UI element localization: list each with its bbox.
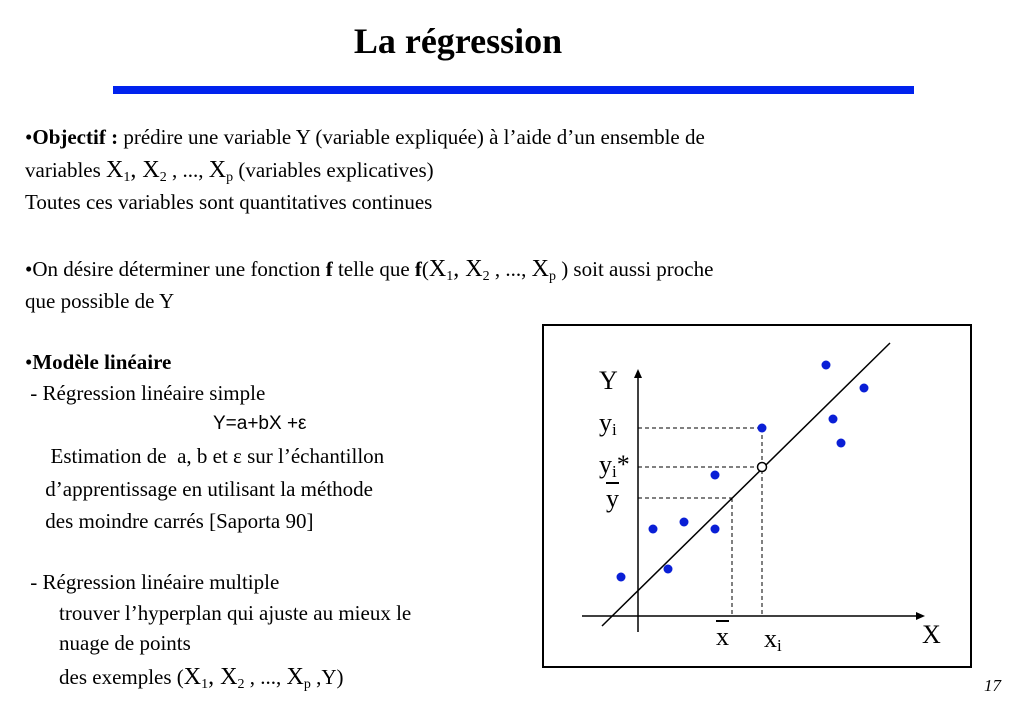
var-x2: X — [142, 157, 160, 183]
predicted-point — [758, 463, 767, 472]
objective-line-1 — [25, 124, 705, 150]
data-point — [829, 415, 838, 424]
var-x2: X — [465, 256, 483, 282]
data-point — [680, 518, 689, 527]
explicatives-text: (variables explicatives) — [233, 158, 434, 182]
sub-2: 2 — [482, 269, 490, 284]
goal-line-2: que possible de Y — [25, 289, 175, 313]
multiple-line-2: nuage de points — [59, 631, 191, 655]
paren: ( — [421, 257, 429, 281]
bullet: • — [25, 350, 33, 374]
data-point — [758, 424, 767, 433]
slide-title: La régression — [353, 21, 563, 61]
sub-1: 1 — [446, 269, 454, 284]
goal-text-3: ) soit aussi proche — [555, 257, 714, 281]
data-point — [837, 439, 846, 448]
sub-1: 1 — [201, 677, 209, 692]
bullet: • — [25, 257, 33, 281]
objective-label: Objectif : — [32, 125, 119, 149]
var-x2: X — [220, 664, 238, 690]
bullet: • — [25, 125, 33, 149]
model-label: Modèle linéaire — [32, 350, 172, 374]
page-number: 17 — [984, 676, 1001, 695]
goal-text-2: telle que — [332, 257, 415, 281]
ybar-label: $\overline{y}$ — [606, 484, 619, 513]
goal-line-1 — [25, 256, 713, 282]
var-x1: X — [428, 256, 447, 282]
multiple-line-1: trouver l’hyperplan qui ajuste au mieux le — [59, 601, 412, 625]
comma: , — [453, 256, 466, 282]
var-xp: X — [286, 664, 304, 690]
sub-2: 2 — [237, 677, 245, 692]
equation: Y=a+bX +ε — [213, 413, 307, 434]
estimation-line-3: des moindre carrés [Saporta 90] — [40, 509, 314, 533]
x-axis-arrow — [916, 612, 925, 620]
xi-subscript: i — [777, 636, 782, 655]
sub-p: p — [303, 677, 311, 692]
regression-line — [602, 343, 890, 626]
function-f-2: f — [414, 257, 422, 281]
data-point — [711, 525, 720, 534]
data-point — [649, 525, 658, 534]
data-point — [860, 384, 869, 393]
ellipsis: , ..., — [489, 257, 532, 281]
data-point — [664, 565, 673, 574]
title-underline — [113, 86, 914, 94]
data-point — [822, 361, 831, 370]
data-point — [617, 573, 626, 582]
var-xp: X — [208, 157, 227, 183]
data-point — [711, 471, 720, 480]
objective-line-3: Toutes ces variables sont quantitatives continues — [25, 190, 433, 214]
objective-text: prédire une variable Y (variable expliquée) à l’aide d’un ensemble de — [118, 125, 705, 149]
variables-text: variables — [25, 158, 107, 182]
yi-subscript: i — [612, 420, 617, 439]
yistar-label — [599, 450, 630, 481]
y-axis-label: Y — [599, 366, 618, 395]
regression-figure — [542, 324, 972, 668]
sub-p: p — [226, 170, 234, 185]
multiple-line-3 — [59, 664, 344, 690]
function-f: f — [325, 257, 333, 281]
xi-label — [764, 624, 782, 655]
comma: , — [130, 157, 143, 183]
objective-line-2 — [25, 157, 434, 183]
examples-text: des exemples ( — [59, 665, 184, 689]
yi-label — [599, 408, 617, 439]
comma: , — [208, 664, 221, 690]
sub-p: p — [548, 269, 556, 284]
sub-2: 2 — [159, 170, 167, 185]
yistar-letter: y — [599, 450, 612, 479]
multiple-regression-label: - Régression linéaire multiple — [25, 570, 280, 594]
sub-1: 1 — [123, 170, 131, 185]
estimation-line-2: d’apprentissage en utilisant la méthode — [40, 477, 373, 501]
xi-letter: x — [764, 624, 777, 653]
yistar-star: * — [616, 450, 630, 479]
var-x1: X — [106, 157, 124, 183]
ellipsis: , ..., — [166, 158, 209, 182]
ellipsis: , ..., — [244, 665, 287, 689]
yistar-subscript: i — [612, 462, 617, 481]
simple-regression-label: - Régression linéaire simple — [25, 381, 266, 405]
goal-text: On désire déterminer une fonction — [32, 257, 326, 281]
model-heading — [25, 349, 171, 375]
estimation-line-1: Estimation de a, b et ε sur l’échantillon — [40, 444, 385, 468]
var-x1: X — [183, 664, 202, 690]
y-axis-arrow — [634, 369, 642, 378]
xbar-label: $\overline{x}$ — [716, 622, 729, 651]
x-axis-label: X — [922, 620, 941, 649]
yi-letter: y — [599, 408, 612, 437]
closing-text: ,Y) — [310, 665, 344, 689]
var-xp: X — [531, 256, 549, 282]
